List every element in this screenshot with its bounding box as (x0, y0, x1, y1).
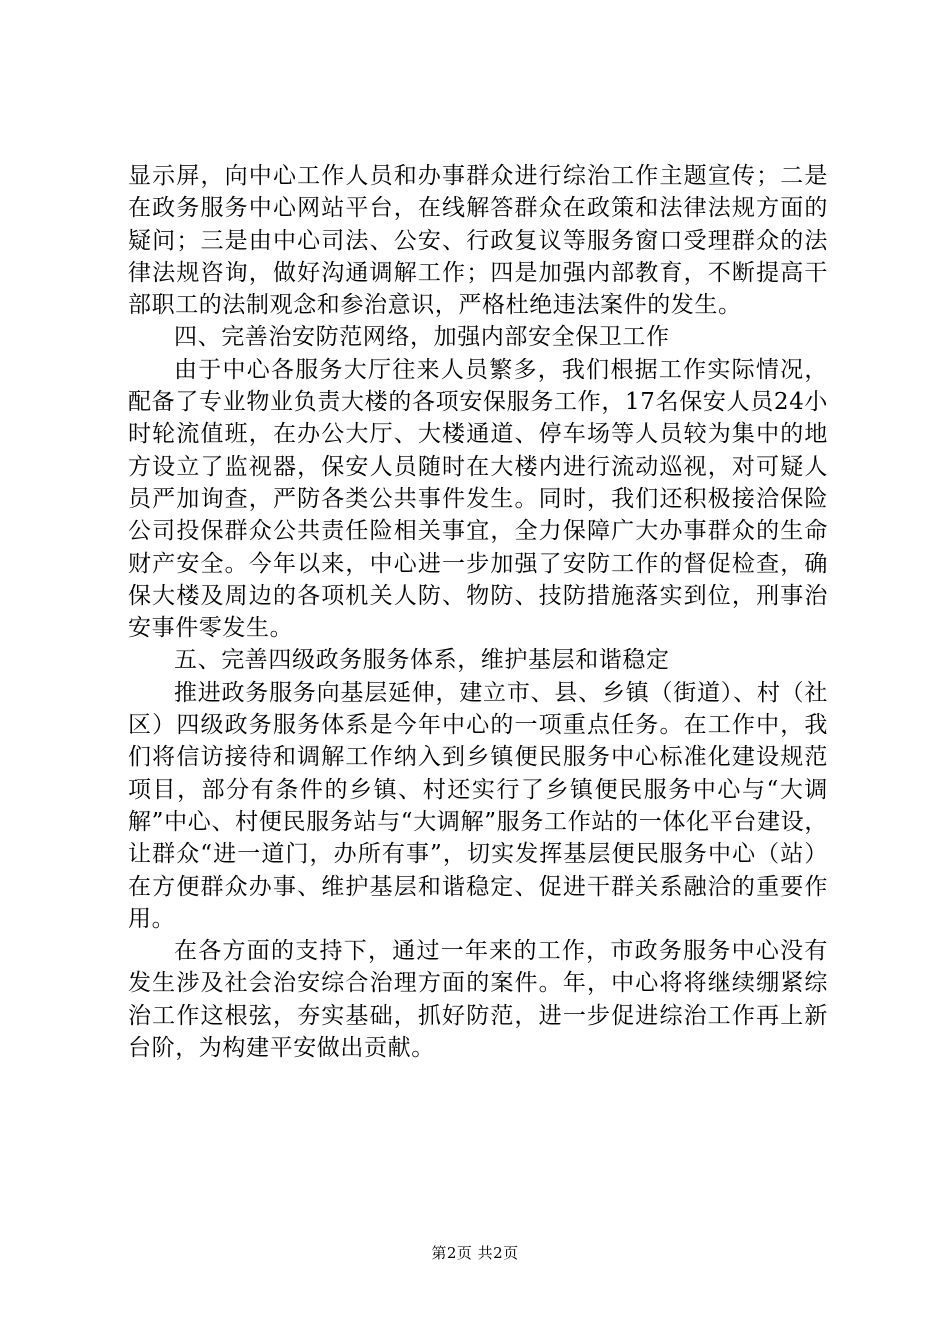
section-heading-4: 四、完善治安防范网络，加强内部安全保卫工作 (174, 324, 670, 351)
section-heading-5: 五、完善四级政务服务体系，维护基层和谐稳定 (174, 647, 670, 674)
page-footer: 第2页 共2页 (431, 1244, 519, 1262)
paragraph-service-system: 推进政务服务向基层延伸，建立市、县、乡镇（街道）、村（社区）四级政务服务体系是今年中心的一项重点任务。在工作中，我们将信访接待和调解工作纳入到乡镇便民服务中心标准化建设规范项目，部分有条件的乡镇、村还实行了乡镇便民服务中心与“大调解”中心、村便民服务站与“大调解”服务工作站的一体化平台建设，让群众“进一道门，办所有事”，切实发挥基层便民服务中心（站）在方便群众办事、维护基层和谐稳定、促进干群关系融洽的重要作用。 (128, 679, 828, 932)
paragraph-security: 由于中心各服务大厅往来人员繁多，我们根据工作实际情况，配备了专业物业负责大楼的各项安保服务工作，17名保安人员24小时轮流值班，在办公大厅、大楼通道、停车场等人员较为集中的地方设立了监视器，保安人员随时在大楼内进行流动巡视，对可疑人员严加询查，严防各类公共事件发生。同时，我们还积极接洽保险公司投保群众公共责任险相关事宜，全力保障广大办事群众的生命财产安全。今年以来，中心进一步加强了安防工作的督促检查，确保大楼及周边的各项机关人防、物防、技防措施落实到位，刑事治安事件零发生。 (128, 356, 828, 642)
document-body (128, 160, 828, 1064)
paragraph-continuation: 显示屏，向中心工作人员和办事群众进行综治工作主题宣传；二是在政务服务中心网站平台，在线解答群众在政策和法律法规方面的疑问；三是由中心司法、公安、行政复议等服务窗口受理群众的法律法规咨询，做好沟通调解工作；四是加强内部教育，不断提高干部职工的法制观念和参治意识，严格杜绝违法案件的发生。 (128, 163, 828, 319)
paragraph-conclusion: 在各方面的支持下，通过一年来的工作，市政务服务中心没有发生涉及社会治安综合治理方面的案件。年，中心将将继续绷紧综治工作这根弦，夯实基础，抓好防范，进一步促进综治工作再上新台阶，为构建平安做出贡献。 (128, 938, 828, 1062)
